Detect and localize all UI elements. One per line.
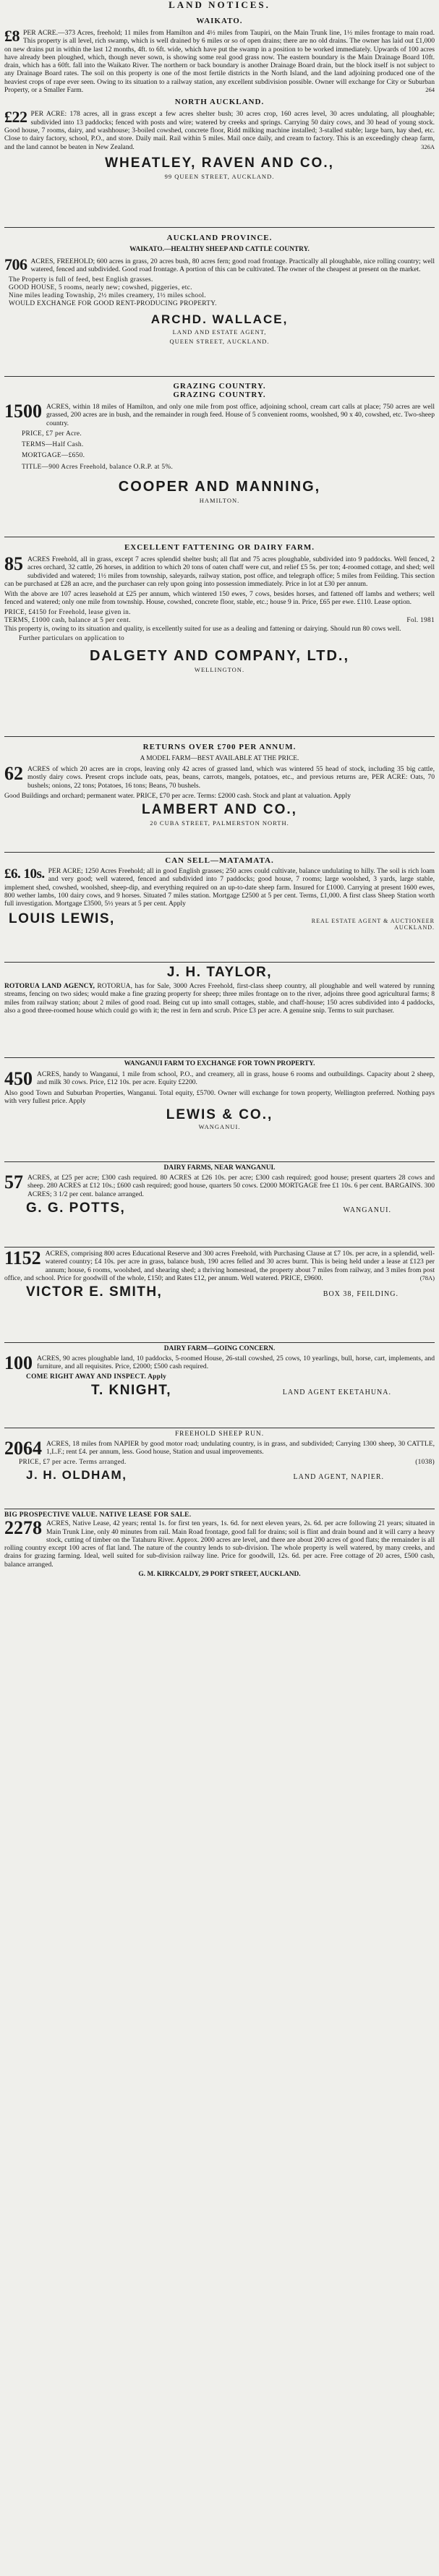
ad-body: 57 ACRES, at £25 per acre; £300 cash required. 80 ACRES at £26 10s. per acre; £300 cash required; good house; present quarters 28 cows and sheep. 280 ACRES at £12 10s.; £600 cash required; good house, quarters 50 cows. £2000 MORTGAGE free £1 10s. 6 per cent. BARGAINS. 300 ACRES; 3 1/2 per cent. balance arranged. <box>4 1172 435 1198</box>
firm-name: LAMBERT AND CO., <box>142 802 297 818</box>
ad-lambert <box>4 741 435 849</box>
agency-name: ROTORUA LAND AGENCY, <box>4 982 95 990</box>
divider <box>4 1247 435 1248</box>
ad-body: 1152 ACRES, comprising 800 acres Educational Reserve and 300 acres Freehold, with Purchasing Clause at £7 10s. per acre, in a splendid, well-watered country; £4 10s. per acre in grass, balance bush, 190 acres felled and 30 acres burnt. This is being held under a lease at £123 per annum; house, 6 rooms, woolshed, and shearing shed; a thriving homestead, the property about 7 miles from railway, and 3 miles from post office, and school. Price for goodwill of the whole, £150; and Rates £12, per annum. Well watered. PRICE, £9600. (78A) <box>4 1250 435 1282</box>
acreage-lead: 706 <box>4 255 27 273</box>
ad-oldham <box>4 1430 435 1506</box>
ad-body: £8 PER ACRE.—373 Acres, freehold; 11 miles from Hamilton and 4½ miles from Taupiri, on the Main Trunk line, 1½ miles frontage to main road. This property is all level, rich swamp, which is well drained by 6 miles or so of open drains; there are no old drains. The owner has laid out £1,000 on new drains put in within the last 12 months, 4ft. to 6ft. wide, which have put the swamp in a position to be worked immediately. Upwards of 100 acres have already been ploughed, which, though never sown, is showing some real good grass now. The eastern boundary is the Main Drainage Board 10ft. drain, which has a 60ft. fall into the Waikato River. The northern or back boundary is another Drainage Board drain, but the block itself is not subject to any Drainage Board rates. The soil on this property is one of the most fertile districts in the North Island, and the land adjoining produced one of the heaviest crops of rape ever seen. Owing to its situation to a railway station, any excellent subdivision possible. Owner will exchange for City or Suburban Property, or a Smaller Farm. 264 <box>4 27 435 95</box>
price-lead: £8 <box>4 27 20 45</box>
ad-potts <box>4 1164 435 1244</box>
firm-name: VICTOR E. SMITH, <box>26 1284 163 1300</box>
ad-body: £22 PER ACRE: 178 acres, all in grass except a few acres shelter bush; 30 acres crop, 160 acres level, 30 acres undulating, all ploughable; subdivided into 13 paddocks; fenced with posts and wire; watered by creeks and springs. Carrying 50 dairy cows, and 30 head of young stock. Good house, 7 rooms, dairy, and washhouse; 3-boiled cowshed, concrete floor, Ridd milking machine installed; 3-stalled stable; large barn, hay shed, etc. Close to dairy factory, school, P.O., and store. Daily mail. Rail within 5 miles. Mail once daily, and cream to factory. This is an exceedingly cheap farm, and the land cannot be beaten in New Zealand. 326A <box>4 108 435 151</box>
ad-line: WOULD EXCHANGE FOR GOOD RENT-PRODUCING PROPERTY. <box>9 300 217 308</box>
ad-mortgage: MORTGAGE—£650. <box>22 452 85 460</box>
ad-body: 62 ACRES of which 20 acres are in crops, leaving only 42 acres of grassed land, which was wintered 55 head of stock, including 35 big cattle, mostly dairy cows. Present crops include oats, peas, beans, carrots, mangels, potatoes, etc., and previous returns are, PER ACRE: Oats, 70 bushels; onions, 22 tons; Potatoes, 16 tons; Beans, 70 bushels. <box>4 763 435 790</box>
ad-taylor <box>4 965 435 1054</box>
ad-title: TITLE—900 Acres Freehold, balance O.R.P. at 5%. <box>22 463 174 471</box>
ad-line: Further particulars on application to <box>19 635 124 643</box>
ad-price: PRICE, £4150 for Freehold, lease given in. <box>4 608 131 616</box>
firm-address: WANGANUI. <box>343 1206 391 1214</box>
firm-row <box>4 1200 435 1216</box>
acreage-lead: 1152 <box>4 1250 41 1268</box>
ad-body: 100 ACRES, 90 acres ploughable land, 10 paddocks, 5-roomed House, 26-stall cowshed, 25 cows, 10 yearlings, bull, horse, cart, implements, and furniture, and all requisites. Price, £2000; £500 cash required. <box>4 1352 435 1373</box>
ad-victor-smith <box>4 1250 435 1339</box>
ad-body: Good Buildings and orchard; permanent water. PRICE, £70 per acre. Terms: £2000 cash. Stock and plant at valuation. Apply <box>4 791 351 800</box>
price-lead: £22 <box>4 108 27 127</box>
ad-body: ROTORUA LAND AGENCY, ROTORUA, has for Sale, 3000 Acres Freehold, first-class sheep country, all ploughable and well watered by running streams, fencing on two sides; would make a fine grazing property for sheep; three miles frontage on to the river, adjoins three good agricultural farms; 8 miles from railway station; about 2 miles of good road. Being cut up into small cottages, stable, and chaff-house; 150 acres subdivided into 4 paddocks, also a good three-roomed house which could go with it; the rest in fern and scrub. Price £3 per acre. A genuine snip. Terms to suit purchaser. <box>4 982 435 1015</box>
divider <box>4 1161 435 1162</box>
ad-heading: AUCKLAND PROVINCE. <box>166 234 273 242</box>
divider <box>4 376 435 377</box>
acreage-lead: 2278 <box>4 1517 42 1539</box>
firm-name: G. M. KIRKCALDY, 29 PORT STREET, AUCKLAND. <box>138 1570 301 1578</box>
ad-terms-row <box>4 617 435 625</box>
ad-louis-lewis <box>4 856 435 959</box>
ad-knight <box>4 1345 435 1425</box>
firm-name: WHEATLEY, RAVEN AND CO., <box>105 155 334 171</box>
firm-name: LEWIS & CO., <box>166 1107 273 1123</box>
ad-heading: GRAZING COUNTRY. <box>173 391 266 399</box>
ad-ref: 326A <box>421 142 435 150</box>
ad-ref: Fol. 1981 <box>406 616 435 624</box>
firm-address: QUEEN STREET, AUCKLAND. <box>169 338 270 346</box>
ad-heading: DAIRY FARM—GOING CONCERN. <box>163 1345 276 1352</box>
ad-body: 706 ACRES, FREEHOLD; 600 acres in grass, 20 acres bush, 80 acres fern; good road frontage. Practically all ploughable, nice rolling country; well watered, fenced and subdivided. Good road frontage. A portion of this can be cultivated. The owner of the cheapest at present on the market. <box>4 255 435 274</box>
firm-subtitle: LAND AND ESTATE AGENT, <box>172 328 267 336</box>
ad-heading: BIG PROSPECTIVE VALUE. NATIVE LEASE FOR SALE. <box>4 1511 192 1519</box>
divider <box>4 1342 435 1343</box>
ad-terms: TERMS—Half Cash. <box>22 441 84 449</box>
ad-price-row <box>4 1459 435 1467</box>
firm-row <box>4 1381 435 1399</box>
ad-line: GOOD HOUSE, 5 rooms, nearly new; cowshed, piggeries, etc. <box>9 283 192 291</box>
ad-body: 450 ACRES, handy to Wanganui, 1 mile from school, P.O., and creamery, all in grass, house 6 rooms and outbuildings. Capacity about 2 sheep, and milk 30 cows. Price, £12 10s. per acre. Equity £2200. <box>4 1068 435 1089</box>
ad-price: PRICE, £7 per acre. Terms arranged. <box>19 1458 127 1466</box>
ad-heading: EXCELLENT FATTENING OR DAIRY FARM. <box>124 543 315 552</box>
ad-body: This property is, owing to its situation and quality, is excellently suited for use as a dealing and fattening or dairying. Should run 80 cows well. <box>4 625 401 634</box>
acreage-lead: 450 <box>4 1068 33 1089</box>
ad-price: PRICE, £7 per Acre. <box>22 430 82 438</box>
ad-body: 1500 ACRES, within 18 miles of Hamilton, and only one mile from post office, adjoining school, cream cart calls at place; 750 acres are well grassed, 200 acres are in bush, and the remainder in rough feed. House of 5 convenient rooms, woolshed, 90 x 40, cowshed, etc. Two-sheep country. <box>4 401 435 427</box>
ad-heading: DAIRY FARMS, NEAR WANGANUI. <box>163 1164 276 1172</box>
firm-address: HAMILTON. <box>199 496 240 504</box>
ad-body: £6. 10s. PER ACRE; 1250 Acres Freehold; all in good English grasses; 250 acres could cultivate, balance undulating to hilly. The soil is rich loam and very good; well watered, fenced and subdivided into 7 paddocks; good house, 7 rooms; large woolshed, 3 yards, large stable, implement shed, cowshed, woolshed, sheep-dip, and everything required on an up-to-date sheep farm. Insured for £1000. Carrying at present 1600 ewes, 800 wether lambs, 100 dairy cows, and 9 horses. Situated 7 miles station. Mortgage £2500 at 5 per cent. Terms, £1,000. A first class Sheep Station worth full investigation. Mortgage £3500, 5½ years at 5 per cent. Apply <box>4 866 435 908</box>
acreage-lead: 2064 <box>4 1438 42 1459</box>
price-lead: £6. 10s. <box>4 866 45 882</box>
firm-address: BOX 38, FEILDING. <box>323 1290 398 1299</box>
firm-name: G. G. POTTS, <box>26 1200 126 1216</box>
page-header: LAND NOTICES. <box>169 0 270 10</box>
ad-body: Also good Town and Suburban Properties, Wanganui. Total equity, £5700. Owner will exchange for town property, Wellington preferred. Nothing pays with very fullest price. Apply <box>4 1088 435 1105</box>
ad-heading: GRAZING COUNTRY. <box>173 382 266 391</box>
acreage-lead: 62 <box>4 763 23 784</box>
ad-heading: WAIKATO. <box>196 17 243 25</box>
land-notices-page <box>4 0 435 2576</box>
divider <box>4 1057 435 1058</box>
divider <box>4 227 435 228</box>
ad-wheatley <box>4 14 435 224</box>
firm-name: ARCHD. WALLACE, <box>150 312 289 327</box>
firm-name: DALGETY AND COMPANY, LTD., <box>89 647 350 664</box>
divider <box>4 852 435 853</box>
ad-body: 2278 ACRES, Native Lease, 42 years; rental 1s. for first ten years, 1s. 6d. for next eleven years, 2s. 6d. per acre following 21 years; situated in Main Trunk Line, only 40 minutes from rail. Main Road frontage, good fall for drains; soil is flint and drain bound and it will carry a heavy stock, cutting of timber on the Tatahuru River. Approx. 2000 acres are level, and there are about 200 acres of good flats; the remainder is all rolling country except 100 acres of flat land. The nature of the country lends to sub-division. The whole property is well watered, by many creeks, and drains for grazing farming. Ideal, well suited for sub-division railway line. Price for goodwill, 12s. 6d. per acre. Free cottage of 20 acres, £500 cash, balance arranged. <box>4 1517 435 1569</box>
acreage-lead: 57 <box>4 1172 23 1193</box>
ad-ref: 264 <box>425 86 435 94</box>
firm-address: LAND AGENT, NAPIER. <box>293 1472 384 1481</box>
ad-ref: (1038) <box>415 1458 435 1466</box>
ad-line: Nine miles leading Township, 2½ miles creamery, 1½ miles school. <box>9 292 206 299</box>
ad-line: The Property is full of feed, best English grasses. <box>9 276 153 283</box>
ad-body: With the above are 107 acres leasehold at £25 per annum, which wintered 150 ewes, 7 cows, besides horses, and fattened off lambs and wethers; well fenced and watered; only one mile from township. House, cowshed, concrete floor, stable, etc.; house 9 in. Price, £65 per ewe. £110. Lease option. <box>4 590 435 607</box>
firm-name: LOUIS LEWIS, <box>9 911 115 927</box>
ad-subheading: WAIKATO.—HEALTHY SHEEP AND CATTLE COUNTRY. <box>129 246 310 253</box>
firm-name: T. KNIGHT, <box>91 1382 172 1398</box>
firm-address: 99 QUEEN STREET, AUCKLAND. <box>164 172 275 180</box>
divider <box>4 962 435 963</box>
ad-wallace <box>4 231 435 373</box>
divider <box>4 736 435 737</box>
firm-address: WANGANUI. <box>198 1123 241 1131</box>
ad-subheading: A MODEL FARM—BEST AVAILABLE AT THE PRICE. <box>140 755 299 762</box>
firm-name: J. H. OLDHAM, <box>26 1467 127 1482</box>
acreage-lead: 85 <box>4 553 23 574</box>
ad-lewis-co <box>4 1060 435 1159</box>
firm-subtitle: REAL ESTATE AGENT & AUCTIONEER AUCKLAND. <box>311 918 435 931</box>
ad-terms: TERMS, £1000 cash, balance at 5 per cent. <box>4 616 131 624</box>
firm-name: J. H. TAYLOR, <box>166 965 273 980</box>
acreage-lead: 1500 <box>4 401 42 422</box>
ad-heading: CAN SELL—MATAMATA. <box>165 856 274 865</box>
ad-dalgety <box>4 541 435 733</box>
firm-row <box>4 1284 435 1300</box>
ad-ref: (78A) <box>419 1274 435 1281</box>
firm-row <box>4 1467 435 1483</box>
ad-heading: NORTH AUCKLAND. <box>174 98 265 107</box>
firm-name: COOPER AND MANNING, <box>118 478 321 495</box>
ad-line: COME RIGHT AWAY AND INSPECT. Apply <box>26 1373 167 1381</box>
ad-body: 85 ACRES Freehold, all in grass, except 7 acres splendid shelter bush; all flat and 75 acres ploughable, subdivided into 9 paddocks. Well fenced, 2 acres orchard, 32 cattle, 26 horses, in addition to which 20 tons of oaten chaff were cut, and relief £5 5s. per ton; 4-roomed cottage, and shed; well subdivided and watered; 1½ miles from township, saleyards, railway station, post office, and telegraph office; 5 miles from Feilding. This section can be purchased at £28 an acre, and the purchaser can rely upon going into possession immediately. Price in lot at £30 per annum. <box>4 553 435 588</box>
ad-heading: FREEHOLD SHEEP RUN. <box>174 1430 265 1438</box>
ad-cooper-manning <box>4 380 435 534</box>
ad-heading: WANGANUI FARM TO EXCHANGE FOR TOWN PROPERTY. <box>124 1060 315 1067</box>
ad-kirkcaldy <box>4 1511 435 1642</box>
firm-address: LAND AGENT EKETAHUNA. <box>282 1388 391 1396</box>
firm-address: WELLINGTON. <box>194 665 245 673</box>
acreage-lead: 100 <box>4 1352 33 1373</box>
firm-address: 20 CUBA STREET, PALMERSTON NORTH. <box>150 819 289 827</box>
ad-body: 2064 ACRES, 18 miles from NAPIER by good motor road; undulating country, is in grass, and subdivided; Carrying 1300 sheep, 30 CATTLE, 1,L.F.; rent £4. per annum, less. Good house, Station and usual improvements. <box>4 1438 435 1459</box>
firm-row <box>4 910 435 931</box>
ad-heading: RETURNS OVER £700 PER ANNUM. <box>142 743 297 751</box>
